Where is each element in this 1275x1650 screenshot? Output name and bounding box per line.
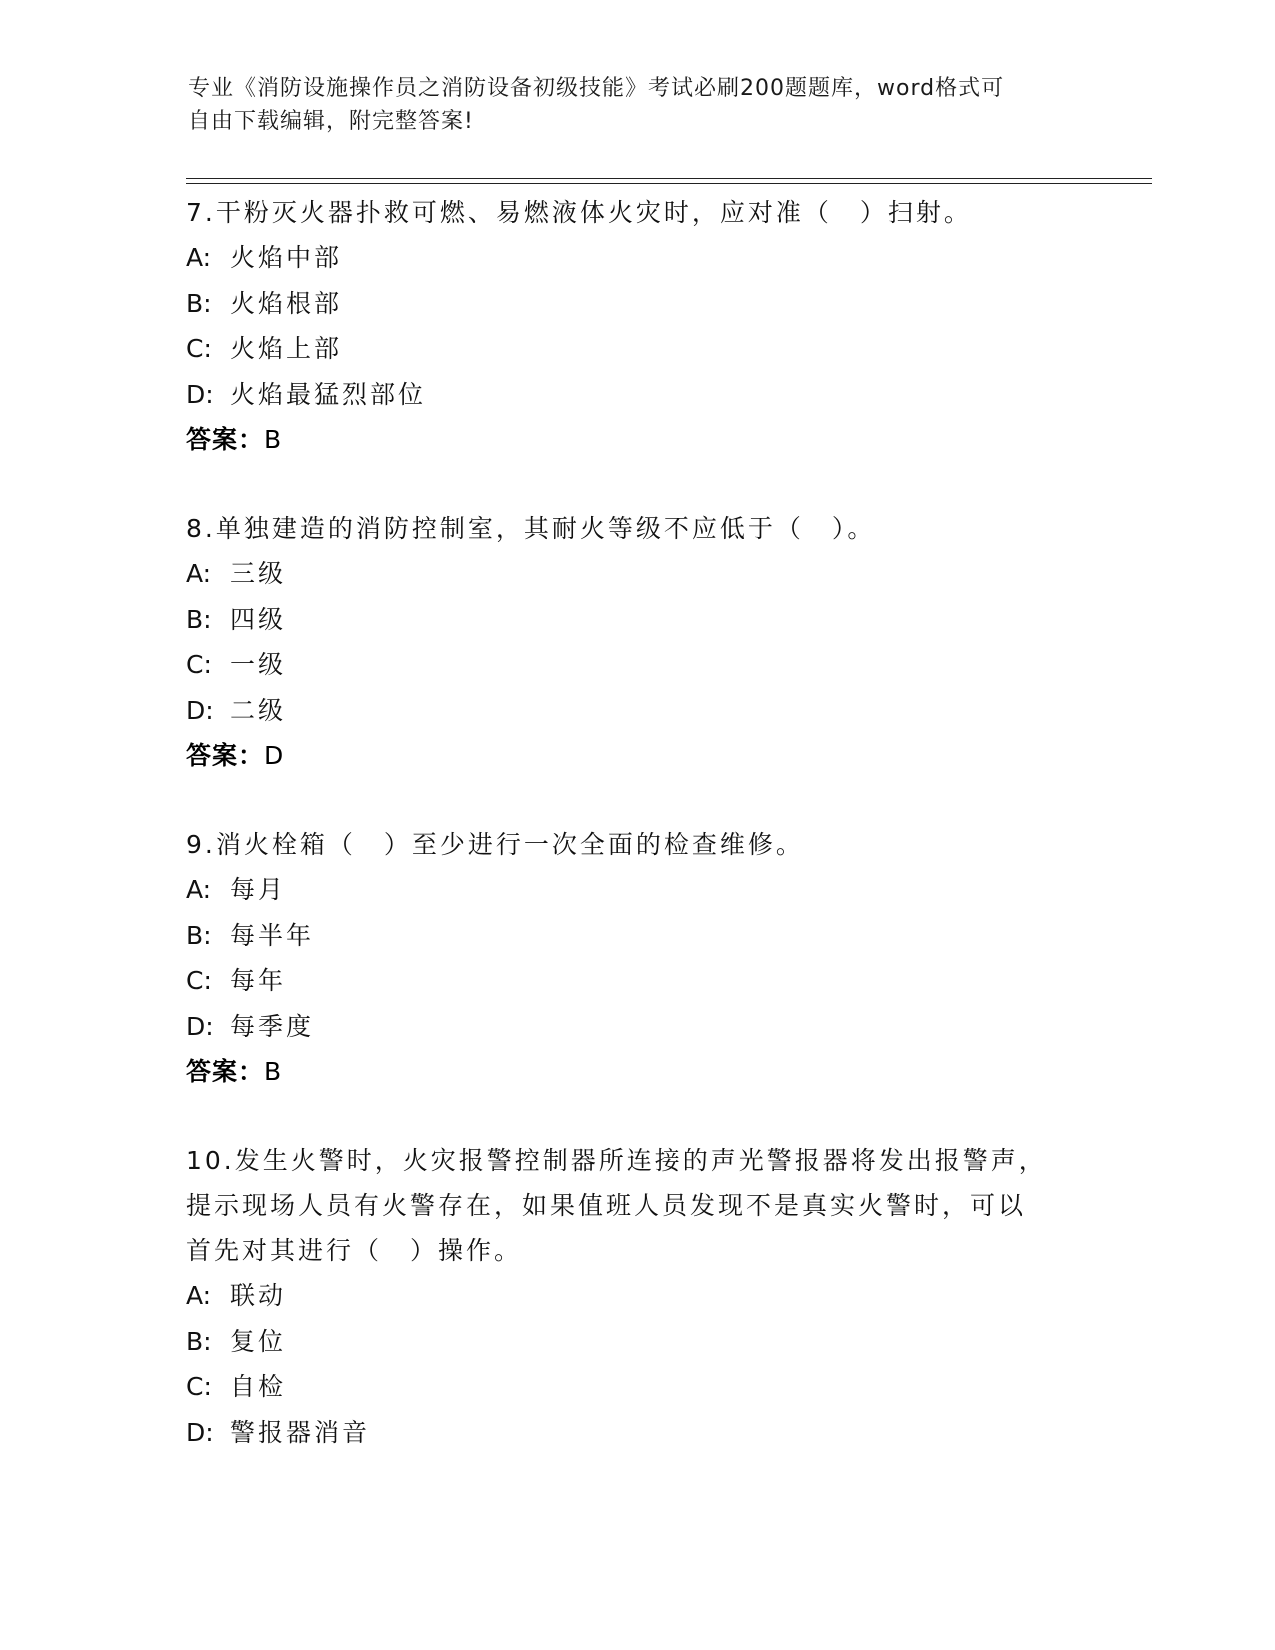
answer-value: B <box>264 425 283 454</box>
option-text: 三级 <box>230 559 287 588</box>
option-c <box>186 642 1086 688</box>
option-text: 一级 <box>230 650 287 679</box>
option-text: 每季度 <box>230 1011 315 1041</box>
option-b <box>186 913 1086 959</box>
option-d <box>186 1410 1086 1456</box>
option-letter: D: <box>186 1011 214 1041</box>
answer-value: B <box>264 1057 283 1086</box>
option-letter: A: <box>186 1281 212 1310</box>
option-text: 每月 <box>230 875 287 904</box>
question-stem-line-2: 提示现场人员有火警存在，如果值班人员发现不是真实火警时，可以 <box>186 1191 1027 1220</box>
option-letter: A: <box>186 875 212 904</box>
option-letter: B: <box>186 1326 212 1356</box>
option-text: 联动 <box>230 1281 287 1310</box>
option-text: 复位 <box>230 1326 287 1356</box>
option-b <box>186 1319 1086 1365</box>
answer-value: D <box>264 741 285 770</box>
question-stem: 7.干粉灭火器扑救可燃、易燃液体火灾时，应对准（ ）扫射。 <box>186 198 972 227</box>
option-text: 每年 <box>230 966 287 995</box>
answer-label: 答案： <box>186 425 265 454</box>
option-letter: C: <box>186 966 212 995</box>
option-d <box>186 1004 1086 1050</box>
option-text: 火焰中部 <box>230 243 343 272</box>
option-text: 自检 <box>230 1372 287 1401</box>
option-letter: B: <box>186 288 212 318</box>
option-b <box>186 597 1086 643</box>
question-10 <box>186 1138 1086 1455</box>
option-b <box>186 281 1086 327</box>
option-a <box>186 551 1086 597</box>
header-rule-top <box>186 178 1152 179</box>
option-letter: A: <box>186 559 212 588</box>
option-d <box>186 688 1086 734</box>
option-letter: D: <box>186 695 214 725</box>
option-letter: D: <box>186 1417 214 1447</box>
option-text: 火焰上部 <box>230 334 343 363</box>
question-7 <box>186 190 1086 462</box>
question-stem-line-3: 首先对其进行（ ）操作。 <box>186 1236 523 1265</box>
option-text: 火焰根部 <box>230 288 343 318</box>
option-a <box>186 867 1086 913</box>
option-letter: C: <box>186 650 212 679</box>
option-text: 每半年 <box>230 920 315 950</box>
answer-line <box>186 417 1086 462</box>
document-header <box>188 72 1088 138</box>
option-text: 二级 <box>230 695 287 725</box>
option-letter: D: <box>186 379 214 409</box>
question-stem: 9.消火栓箱（ ）至少进行一次全面的检查维修。 <box>186 830 804 859</box>
option-c <box>186 958 1086 1004</box>
spacer <box>186 1094 1086 1138</box>
option-letter: C: <box>186 334 212 363</box>
question-stem-line-1: 10.发生火警时，火灾报警控制器所连接的声光警报器将发出报警声， <box>186 1146 1047 1175</box>
answer-label: 答案： <box>186 1057 265 1086</box>
header-line-2: 自由下载编辑，附完整答案! <box>188 109 474 134</box>
option-a <box>186 235 1086 281</box>
option-a <box>186 1273 1086 1319</box>
question-9 <box>186 822 1086 1094</box>
header-rule-bottom <box>186 183 1152 184</box>
option-c <box>186 1364 1086 1410</box>
spacer <box>186 778 1086 822</box>
option-letter: B: <box>186 920 212 950</box>
option-text: 四级 <box>230 604 287 634</box>
spacer <box>186 462 1086 506</box>
option-text: 火焰最猛烈部位 <box>230 379 427 409</box>
option-c <box>186 326 1086 372</box>
option-letter: A: <box>186 243 212 272</box>
question-8 <box>186 506 1086 778</box>
answer-line <box>186 1049 1086 1094</box>
header-line-1: 专业《消防设施操作员之消防设备初级技能》考试必刷200题题库，word格式可 <box>188 76 1005 101</box>
option-letter: C: <box>186 1372 212 1401</box>
answer-line <box>186 733 1086 778</box>
answer-label: 答案： <box>186 741 265 770</box>
option-d <box>186 372 1086 418</box>
option-letter: B: <box>186 604 212 634</box>
option-text: 警报器消音 <box>230 1417 371 1447</box>
question-list <box>186 190 1086 1455</box>
question-stem: 8.单独建造的消防控制室，其耐火等级不应低于（ ）。 <box>186 514 876 543</box>
